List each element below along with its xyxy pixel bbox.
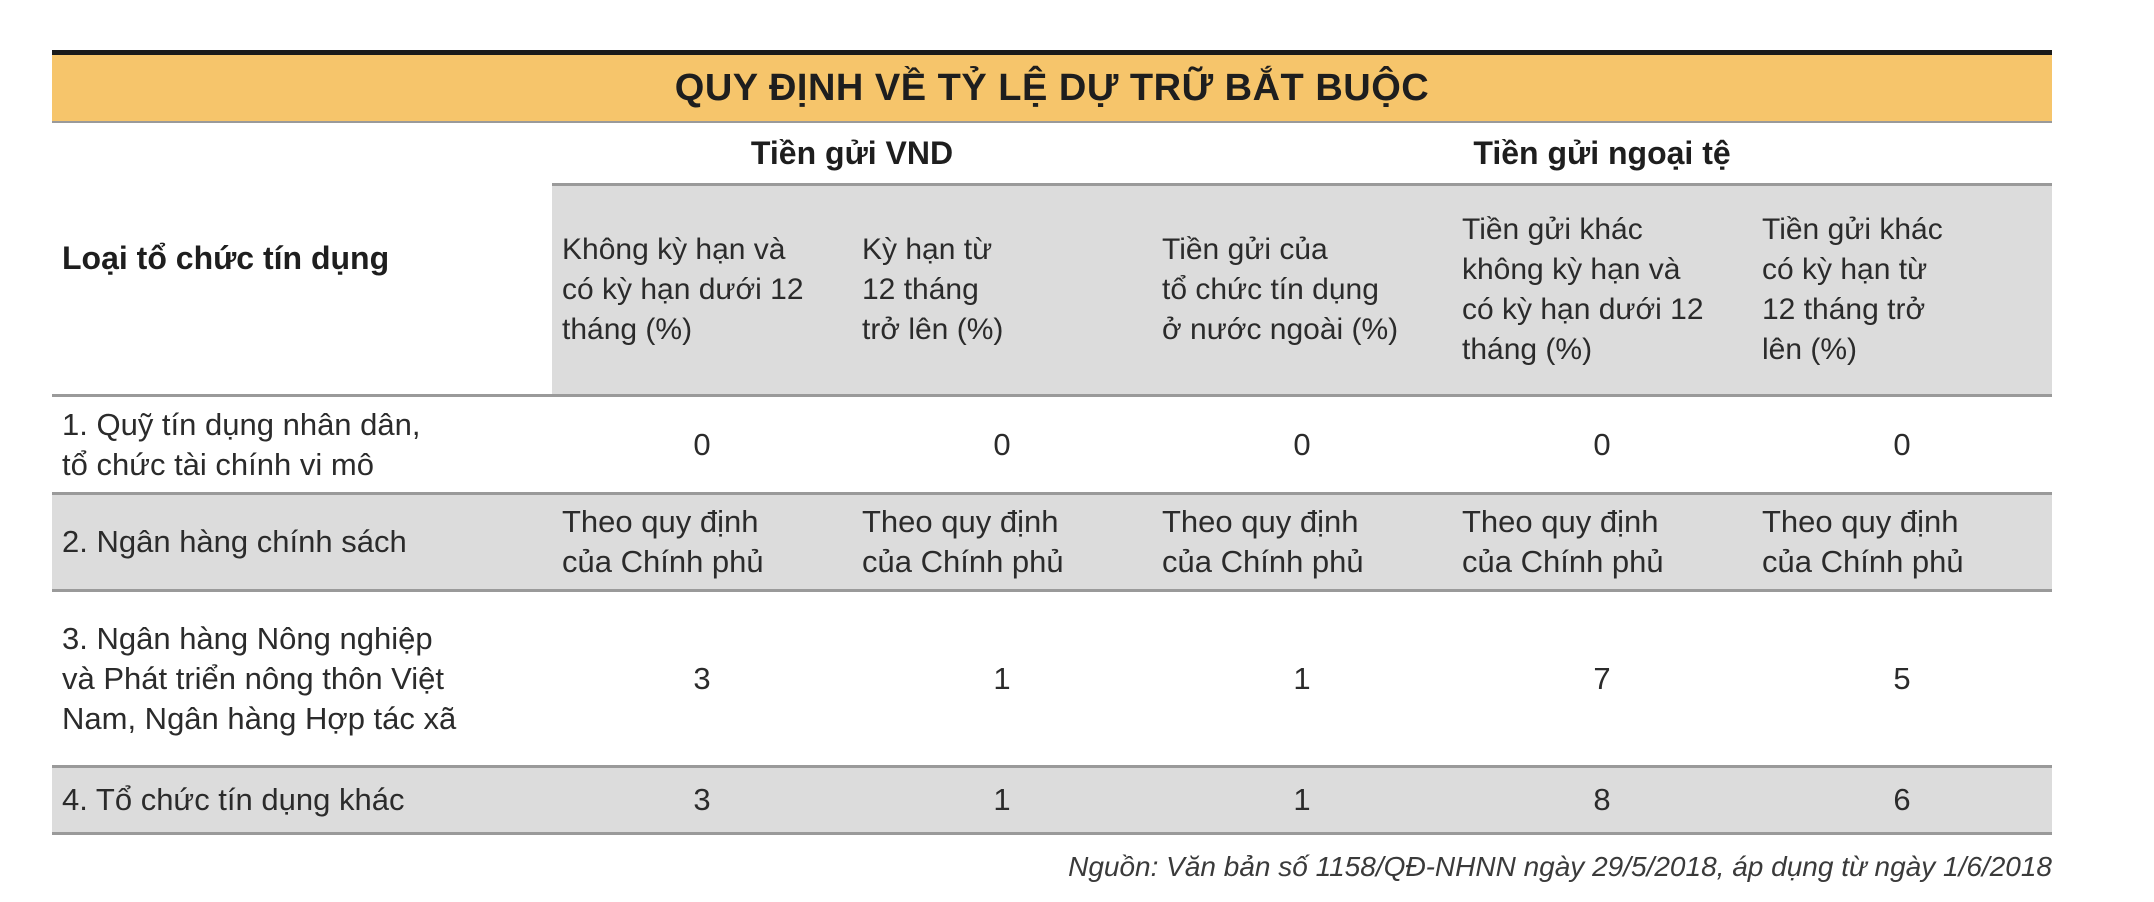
source-note: Nguồn: Văn bản số 1158/QĐ-NHNN ngày 29/5/2018, áp dụng từ ngày 1/6/2018 <box>1068 851 2052 882</box>
table-cell: 0 <box>552 396 852 494</box>
table-cell: Theo quy định của Chính phủ <box>1752 494 2052 591</box>
table-cell: Theo quy định của Chính phủ <box>552 494 852 591</box>
fx-deposit-group-header: Tiền gửi ngoại tệ <box>1152 123 2052 185</box>
column-header: Không kỳ hạn và có kỳ hạn dưới 12 tháng (%) <box>552 185 852 396</box>
vnd-deposit-group-header: Tiền gửi VND <box>552 123 1152 185</box>
table-cell: 3 <box>552 767 852 834</box>
table-cell: 0 <box>852 396 1152 494</box>
table-cell: 0 <box>1152 396 1452 494</box>
row-label: 2. Ngân hàng chính sách <box>52 494 552 591</box>
table-row <box>52 591 2052 767</box>
column-header: Tiền gửi khác có kỳ hạn từ 12 tháng trở lên (%) <box>1752 185 2052 396</box>
row-label: 4. Tổ chức tín dụng khác <box>52 767 552 834</box>
table-row <box>52 494 2052 591</box>
table-cell: 0 <box>1452 396 1752 494</box>
column-header: Tiền gửi khác không kỳ hạn và có kỳ hạn dưới 12 tháng (%) <box>1452 185 1752 396</box>
table-cell: 1 <box>852 767 1152 834</box>
table-cell: 0 <box>1752 396 2052 494</box>
column-header: Kỳ hạn từ 12 tháng trở lên (%) <box>852 185 1152 396</box>
table-row <box>52 767 2052 834</box>
credit-institution-type-header: Loại tổ chức tín dụng <box>52 123 552 396</box>
reserve-ratio-table <box>52 50 2052 883</box>
column-header: Tiền gửi của tổ chức tín dụng ở nước ngoài (%) <box>1152 185 1452 396</box>
table-cell: Theo quy định của Chính phủ <box>1152 494 1452 591</box>
table-cell: 7 <box>1452 591 1752 767</box>
table-cell: 6 <box>1752 767 2052 834</box>
table-cell: Theo quy định của Chính phủ <box>1452 494 1752 591</box>
table-cell: Theo quy định của Chính phủ <box>852 494 1152 591</box>
table-cell: 3 <box>552 591 852 767</box>
table-cell: 1 <box>1152 591 1452 767</box>
table-title: QUY ĐỊNH VỀ TỶ LỆ DỰ TRỮ BẮT BUỘC <box>52 55 2052 123</box>
table-cell: 1 <box>852 591 1152 767</box>
table-cell: 5 <box>1752 591 2052 767</box>
table-cell: 8 <box>1452 767 1752 834</box>
row-label: 3. Ngân hàng Nông nghiệp và Phát triển nông thôn Việt Nam, Ngân hàng Hợp tác xã <box>52 591 552 767</box>
row-label: 1. Quỹ tín dụng nhân dân, tổ chức tài chính vi mô <box>52 396 552 494</box>
ratio-grid <box>52 123 2052 835</box>
table-cell: 1 <box>1152 767 1452 834</box>
table-row <box>52 396 2052 494</box>
